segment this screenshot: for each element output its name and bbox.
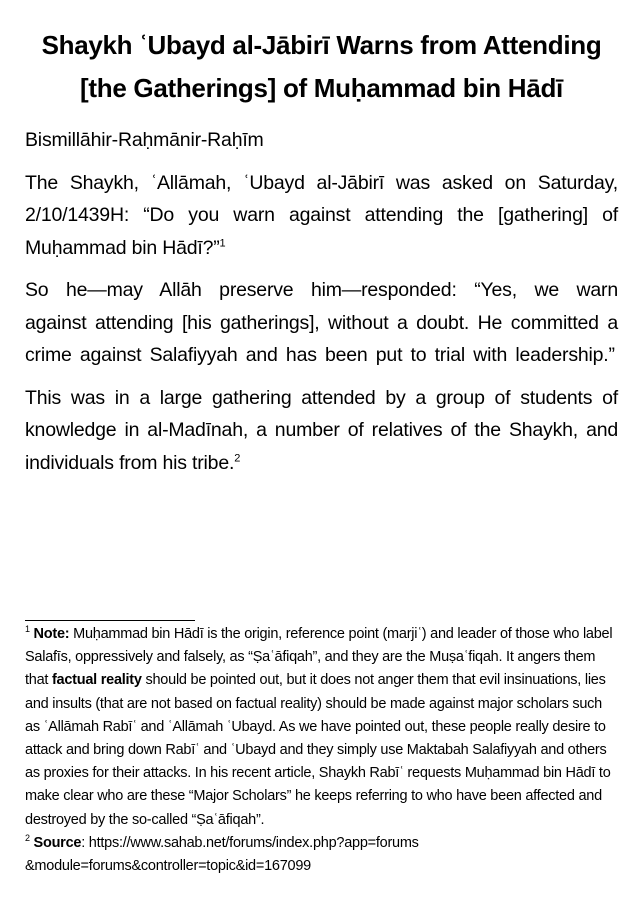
footnote-separator	[25, 620, 195, 621]
paragraph-context	[25, 382, 618, 480]
footnotes-section	[25, 623, 618, 878]
paragraph-text: This was in a large gathering attended by a group of students of knowledge in al-Madīnah, a number of relatives of the Shaykh, and individuals from his tribe.	[25, 386, 618, 474]
footnote-bold-phrase: factual reality	[51, 672, 142, 689]
document-page	[25, 0, 618, 479]
paragraph-answer	[25, 274, 618, 372]
footnote-number: 1	[25, 624, 30, 635]
source-url-line-1[interactable]: https://www.sahab.net/forums/index.php?app=forums	[85, 834, 419, 851]
footnote-text: should be pointed out, but it does not anger them that evil insinuations, lies and insults (that are not based on factual reality) should be made against major scholars such as ʿAllāmah Rabīʿ and ʿAllāmah ʿUbayd. As we have pointed out, these people really desire to attack and bring down Rabīʿ and ʿUbayd and they simply use Maktabah Salafiyyah and others as proxies for their attacks. In his recent article, Shaykh Rabīʿ requests Muḥammad bin Hādī to make clear who are these “Major Scholars” he keeps referring to who have been affected and destroyed by the so-called “Ṣaʿāfiqah”.	[25, 672, 611, 828]
footnote-ref-1[interactable]: 1	[219, 237, 226, 249]
footnote-label: Note:	[33, 626, 70, 642]
source-url-line-2[interactable]: &module=forums&controller=topic&id=167099	[25, 858, 311, 875]
footnote-1	[25, 623, 618, 832]
footnote-text: Muḥammad bin Hādī is the origin, reference point (marjiʿ) and leader of those who label Salafīs, oppressively and falsely, as “Ṣaʿāfiqah”, and they are the Muṣaʿfiqah. It angers them that	[25, 626, 613, 689]
bismillah-line: Bismillāhir-Raḥmānir-Raḥīm	[25, 129, 264, 151]
footnote-number: 2	[25, 833, 30, 843]
paragraph-text: The Shaykh, ʿAllāmah, ʿUbayd al-Jābirī was asked on Saturday, 2/10/1439H: “Do you warn against attending the [gathering] of Muḥammad bin Hādī?”	[25, 171, 618, 259]
footnote-ref-2[interactable]: 2	[234, 452, 241, 464]
document-title: Shaykh ʿUbayd al-Jābirī Warns from Attending [the Gatherings] of Muḥammad bin Hādī	[41, 30, 602, 103]
footnote-separator-colon: :	[81, 834, 85, 851]
footnote-2	[25, 832, 618, 878]
footnote-label: Source	[33, 834, 82, 851]
paragraph-question	[25, 167, 618, 265]
paragraph-text: So he—may Allāh preserve him—responded: “Yes, we warn against attending [his gatherings], without a doubt. He committed a crime against Salafiyyah and has been put to trial with leadership.”	[25, 279, 618, 366]
